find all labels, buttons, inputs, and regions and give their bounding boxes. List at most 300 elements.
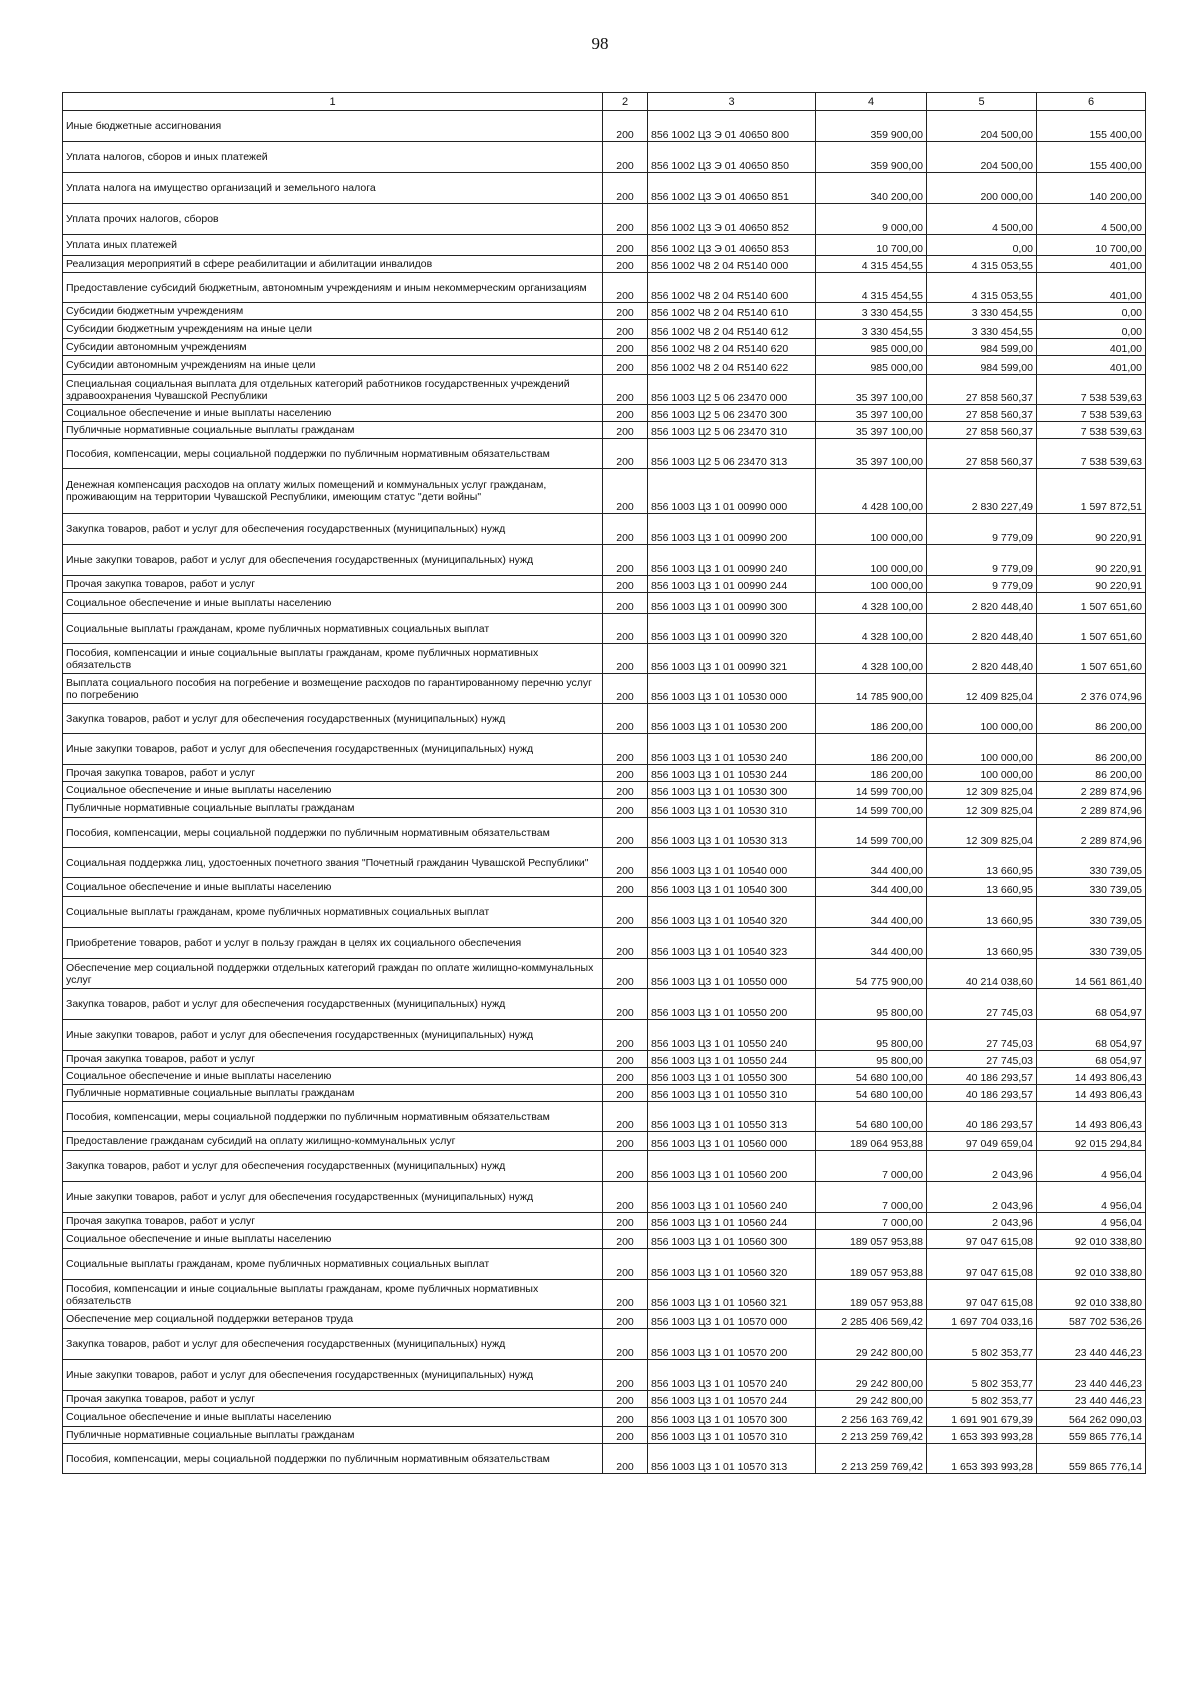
table-row [63, 1213, 1146, 1230]
row-name: Субсидии бюджетным учреждениям [63, 303, 603, 320]
row-col5: 3 330 454,55 [927, 320, 1037, 339]
table-row [63, 514, 1146, 545]
row-col4: 344 400,00 [816, 878, 927, 897]
row-col5: 27 745,03 [927, 1051, 1037, 1068]
row-col6: 401,00 [1037, 356, 1146, 375]
table-row [63, 256, 1146, 273]
row-code: 200 [603, 339, 648, 356]
row-col6: 401,00 [1037, 273, 1146, 303]
row-col4: 7 000,00 [816, 1182, 927, 1213]
table-row [63, 273, 1146, 303]
row-kbk: 856 1003 Ц3 1 01 10570 244 [648, 1391, 816, 1408]
row-name: Иные закупки товаров, работ и услуг для обеспечения государственных (муниципальных) нужд [63, 734, 603, 765]
table-row [63, 235, 1146, 256]
row-code: 200 [603, 644, 648, 674]
row-col6: 4 956,04 [1037, 1213, 1146, 1230]
row-col5: 9 779,09 [927, 576, 1037, 593]
row-kbk: 856 1003 Ц3 1 01 10570 000 [648, 1310, 816, 1329]
row-col5: 27 745,03 [927, 989, 1037, 1020]
row-col4: 985 000,00 [816, 339, 927, 356]
row-col5: 4 315 053,55 [927, 256, 1037, 273]
row-col4: 14 785 900,00 [816, 674, 927, 704]
row-col5: 40 214 038,60 [927, 959, 1037, 989]
row-name: Закупка товаров, работ и услуг для обеспечения государственных (муниципальных) нужд [63, 514, 603, 545]
row-col5: 100 000,00 [927, 704, 1037, 734]
row-kbk: 856 1003 Ц3 1 01 10550 310 [648, 1085, 816, 1102]
row-col6: 587 702 536,26 [1037, 1310, 1146, 1329]
row-col4: 29 242 800,00 [816, 1329, 927, 1360]
row-col5: 100 000,00 [927, 734, 1037, 765]
row-code: 200 [603, 320, 648, 339]
row-code: 200 [603, 273, 648, 303]
row-kbk: 856 1003 Ц3 1 01 10550 240 [648, 1020, 816, 1051]
row-kbk: 856 1003 Ц3 1 01 00990 200 [648, 514, 816, 545]
row-col6: 14 493 806,43 [1037, 1085, 1146, 1102]
row-col5: 0,00 [927, 235, 1037, 256]
row-col4: 186 200,00 [816, 734, 927, 765]
row-col6: 401,00 [1037, 339, 1146, 356]
table-row [63, 1444, 1146, 1474]
row-col5: 984 599,00 [927, 339, 1037, 356]
row-kbk: 856 1003 Ц3 1 01 10550 300 [648, 1068, 816, 1085]
row-col6: 2 289 874,96 [1037, 818, 1146, 848]
row-col4: 9 000,00 [816, 204, 927, 235]
row-col4: 14 599 700,00 [816, 799, 927, 818]
row-col4: 10 700,00 [816, 235, 927, 256]
row-col4: 95 800,00 [816, 989, 927, 1020]
row-col5: 40 186 293,57 [927, 1085, 1037, 1102]
row-kbk: 856 1003 Ц3 1 01 10570 240 [648, 1360, 816, 1391]
row-code: 200 [603, 1280, 648, 1310]
row-name: Уплата налогов, сборов и иных платежей [63, 142, 603, 173]
row-col5: 40 186 293,57 [927, 1102, 1037, 1132]
table-row [63, 375, 1146, 405]
row-col4: 54 680 100,00 [816, 1068, 927, 1085]
row-col4: 29 242 800,00 [816, 1360, 927, 1391]
row-col4: 14 599 700,00 [816, 818, 927, 848]
row-name: Пособия, компенсации и иные социальные выплаты гражданам, кроме публичных нормативных обязательств [63, 644, 603, 674]
row-kbk: 856 1003 Ц3 1 01 10570 310 [648, 1427, 816, 1444]
row-code: 200 [603, 1085, 648, 1102]
row-col5: 40 186 293,57 [927, 1068, 1037, 1085]
row-col4: 29 242 800,00 [816, 1391, 927, 1408]
row-col4: 4 428 100,00 [816, 469, 927, 514]
row-col6: 2 376 074,96 [1037, 674, 1146, 704]
row-col6: 14 493 806,43 [1037, 1068, 1146, 1085]
row-col4: 4 315 454,55 [816, 273, 927, 303]
table-row [63, 142, 1146, 173]
table-row [63, 593, 1146, 614]
row-col4: 344 400,00 [816, 928, 927, 959]
row-col4: 189 064 953,88 [816, 1132, 927, 1151]
row-name: Социальные выплаты гражданам, кроме публичных нормативных социальных выплат [63, 1249, 603, 1280]
row-code: 200 [603, 1182, 648, 1213]
row-name: Публичные нормативные социальные выплаты гражданам [63, 422, 603, 439]
row-col5: 204 500,00 [927, 111, 1037, 142]
row-col5: 200 000,00 [927, 173, 1037, 204]
row-code: 200 [603, 782, 648, 799]
row-code: 200 [603, 765, 648, 782]
row-name: Обеспечение мер социальной поддержки отдельных категорий граждан по оплате жилищно-коммунальных услуг [63, 959, 603, 989]
row-col6: 0,00 [1037, 303, 1146, 320]
row-col5: 3 330 454,55 [927, 303, 1037, 320]
row-col4: 100 000,00 [816, 576, 927, 593]
row-col6: 14 561 861,40 [1037, 959, 1146, 989]
row-col6: 330 739,05 [1037, 878, 1146, 897]
row-col6: 564 262 090,03 [1037, 1408, 1146, 1427]
row-kbk: 856 1003 Ц3 1 01 10550 313 [648, 1102, 816, 1132]
row-name: Иные закупки товаров, работ и услуг для обеспечения государственных (муниципальных) нужд [63, 1182, 603, 1213]
row-name: Субсидии бюджетным учреждениям на иные цели [63, 320, 603, 339]
row-code: 200 [603, 848, 648, 878]
row-col6: 2 289 874,96 [1037, 782, 1146, 799]
table-row [63, 1182, 1146, 1213]
row-col6: 140 200,00 [1037, 173, 1146, 204]
row-name: Социальное обеспечение и иные выплаты населению [63, 782, 603, 799]
row-col5: 12 309 825,04 [927, 782, 1037, 799]
row-code: 200 [603, 1444, 648, 1474]
row-code: 200 [603, 1068, 648, 1085]
row-col5: 97 047 615,08 [927, 1280, 1037, 1310]
row-code: 200 [603, 1230, 648, 1249]
row-code: 200 [603, 593, 648, 614]
row-kbk: 856 1003 Ц3 1 01 10530 310 [648, 799, 816, 818]
row-col4: 35 397 100,00 [816, 422, 927, 439]
row-code: 200 [603, 1360, 648, 1391]
table-row [63, 614, 1146, 644]
table-row [63, 320, 1146, 339]
column-number-header [63, 93, 1146, 111]
row-col6: 7 538 539,63 [1037, 439, 1146, 469]
row-col6: 7 538 539,63 [1037, 375, 1146, 405]
row-kbk: 856 1003 Ц3 1 01 10560 000 [648, 1132, 816, 1151]
row-col4: 54 680 100,00 [816, 1102, 927, 1132]
row-col6: 68 054,97 [1037, 989, 1146, 1020]
row-col6: 86 200,00 [1037, 704, 1146, 734]
row-name: Субсидии автономным учреждениям [63, 339, 603, 356]
row-code: 200 [603, 204, 648, 235]
row-code: 200 [603, 256, 648, 273]
table-row [63, 1020, 1146, 1051]
row-col5: 2 043,96 [927, 1151, 1037, 1182]
row-col4: 100 000,00 [816, 514, 927, 545]
row-col4: 186 200,00 [816, 704, 927, 734]
row-col5: 204 500,00 [927, 142, 1037, 173]
row-col6: 559 865 776,14 [1037, 1427, 1146, 1444]
row-name: Закупка товаров, работ и услуг для обеспечения государственных (муниципальных) нужд [63, 1151, 603, 1182]
row-col6: 4 956,04 [1037, 1151, 1146, 1182]
row-col6: 559 865 776,14 [1037, 1444, 1146, 1474]
row-code: 200 [603, 614, 648, 644]
row-col4: 54 775 900,00 [816, 959, 927, 989]
row-col5: 100 000,00 [927, 765, 1037, 782]
table-body [63, 111, 1146, 1474]
row-kbk: 856 1003 Ц3 1 01 10530 200 [648, 704, 816, 734]
row-name: Социальные выплаты гражданам, кроме публичных нормативных социальных выплат [63, 614, 603, 644]
row-col4: 14 599 700,00 [816, 782, 927, 799]
row-col6: 10 700,00 [1037, 235, 1146, 256]
row-col6: 86 200,00 [1037, 734, 1146, 765]
row-col4: 189 057 953,88 [816, 1230, 927, 1249]
table-row [63, 173, 1146, 204]
row-col5: 12 309 825,04 [927, 799, 1037, 818]
row-col5: 2 820 448,40 [927, 593, 1037, 614]
row-col4: 3 330 454,55 [816, 303, 927, 320]
row-col5: 9 779,09 [927, 545, 1037, 576]
row-kbk: 856 1002 Ц3 Э 01 40650 851 [648, 173, 816, 204]
row-code: 200 [603, 303, 648, 320]
table-row [63, 303, 1146, 320]
row-name: Реализация мероприятий в сфере реабилитации и абилитации инвалидов [63, 256, 603, 273]
row-code: 200 [603, 897, 648, 928]
row-col6: 90 220,91 [1037, 514, 1146, 545]
row-kbk: 856 1003 Ц3 1 01 10530 244 [648, 765, 816, 782]
row-col5: 1 653 393 993,28 [927, 1427, 1037, 1444]
row-col4: 95 800,00 [816, 1020, 927, 1051]
table-row [63, 405, 1146, 422]
row-col6: 23 440 446,23 [1037, 1329, 1146, 1360]
row-kbk: 856 1002 Ч8 2 04 R5140 610 [648, 303, 816, 320]
row-col5: 27 858 560,37 [927, 405, 1037, 422]
row-col6: 92 010 338,80 [1037, 1230, 1146, 1249]
table-row [63, 1085, 1146, 1102]
row-col5: 13 660,95 [927, 897, 1037, 928]
row-col6: 2 289 874,96 [1037, 799, 1146, 818]
row-col4: 985 000,00 [816, 356, 927, 375]
row-name: Прочая закупка товаров, работ и услуг [63, 1213, 603, 1230]
row-code: 200 [603, 1151, 648, 1182]
header-cell: 3 [648, 93, 816, 111]
row-code: 200 [603, 734, 648, 765]
table-row [63, 339, 1146, 356]
row-col4: 2 213 259 769,42 [816, 1427, 927, 1444]
row-kbk: 856 1003 Ц3 1 01 10560 300 [648, 1230, 816, 1249]
row-name: Социальная поддержка лиц, удостоенных почетного звания "Почетный гражданин Чувашской Республики" [63, 848, 603, 878]
row-code: 200 [603, 235, 648, 256]
row-col4: 4 328 100,00 [816, 614, 927, 644]
row-name: Пособия, компенсации и иные социальные выплаты гражданам, кроме публичных нормативных обязательств [63, 1280, 603, 1310]
row-col6: 23 440 446,23 [1037, 1360, 1146, 1391]
row-kbk: 856 1003 Ц3 1 01 10530 313 [648, 818, 816, 848]
row-name: Социальные выплаты гражданам, кроме публичных нормативных социальных выплат [63, 897, 603, 928]
header-cell: 2 [603, 93, 648, 111]
row-col6: 7 538 539,63 [1037, 405, 1146, 422]
table-row [63, 1391, 1146, 1408]
table-row [63, 644, 1146, 674]
row-code: 200 [603, 375, 648, 405]
row-col6: 1 507 651,60 [1037, 593, 1146, 614]
row-code: 200 [603, 1249, 648, 1280]
row-col6: 92 010 338,80 [1037, 1249, 1146, 1280]
row-col4: 344 400,00 [816, 848, 927, 878]
row-col5: 13 660,95 [927, 878, 1037, 897]
row-kbk: 856 1003 Ц2 5 06 23470 313 [648, 439, 816, 469]
row-name: Прочая закупка товаров, работ и услуг [63, 576, 603, 593]
row-kbk: 856 1003 Ц3 1 01 00990 000 [648, 469, 816, 514]
row-code: 200 [603, 1427, 648, 1444]
table-row [63, 1280, 1146, 1310]
row-code: 200 [603, 704, 648, 734]
row-col6: 7 538 539,63 [1037, 422, 1146, 439]
table-row [63, 1360, 1146, 1391]
row-col5: 13 660,95 [927, 848, 1037, 878]
row-kbk: 856 1003 Ц3 1 01 10570 300 [648, 1408, 816, 1427]
row-col4: 35 397 100,00 [816, 405, 927, 422]
row-code: 200 [603, 142, 648, 173]
row-col4: 4 315 454,55 [816, 256, 927, 273]
table-row [63, 704, 1146, 734]
table-row [63, 204, 1146, 235]
row-code: 200 [603, 576, 648, 593]
row-col5: 2 820 448,40 [927, 614, 1037, 644]
table-row [63, 959, 1146, 989]
row-col6: 68 054,97 [1037, 1051, 1146, 1068]
row-kbk: 856 1003 Ц3 1 01 10560 320 [648, 1249, 816, 1280]
row-name: Социальное обеспечение и иные выплаты населению [63, 1230, 603, 1249]
row-kbk: 856 1002 Ц3 Э 01 40650 853 [648, 235, 816, 256]
row-col4: 340 200,00 [816, 173, 927, 204]
row-col5: 2 043,96 [927, 1182, 1037, 1213]
row-col5: 2 043,96 [927, 1213, 1037, 1230]
row-kbk: 856 1003 Ц3 1 01 00990 321 [648, 644, 816, 674]
row-name: Уплата налога на имущество организаций и земельного налога [63, 173, 603, 204]
row-code: 200 [603, 1329, 648, 1360]
row-name: Приобретение товаров, работ и услуг в пользу граждан в целях их социального обеспечения [63, 928, 603, 959]
row-code: 200 [603, 989, 648, 1020]
row-col5: 27 745,03 [927, 1020, 1037, 1051]
row-name: Социальное обеспечение и иные выплаты населению [63, 1408, 603, 1427]
row-col5: 5 802 353,77 [927, 1329, 1037, 1360]
row-code: 200 [603, 111, 648, 142]
row-kbk: 856 1002 Ч8 2 04 R5140 620 [648, 339, 816, 356]
row-col5: 97 049 659,04 [927, 1132, 1037, 1151]
row-col6: 401,00 [1037, 256, 1146, 273]
row-code: 200 [603, 422, 648, 439]
row-name: Уплата иных платежей [63, 235, 603, 256]
table-row [63, 1427, 1146, 1444]
row-col6: 155 400,00 [1037, 142, 1146, 173]
row-kbk: 856 1002 Ц3 Э 01 40650 800 [648, 111, 816, 142]
row-code: 200 [603, 1102, 648, 1132]
row-col4: 2 285 406 569,42 [816, 1310, 927, 1329]
row-code: 200 [603, 959, 648, 989]
row-kbk: 856 1003 Ц3 1 01 10530 240 [648, 734, 816, 765]
row-col4: 3 330 454,55 [816, 320, 927, 339]
row-col5: 12 409 825,04 [927, 674, 1037, 704]
table-row [63, 1310, 1146, 1329]
table-row [63, 1151, 1146, 1182]
row-name: Иные закупки товаров, работ и услуг для обеспечения государственных (муниципальных) нужд [63, 545, 603, 576]
row-kbk: 856 1002 Ч8 2 04 R5140 622 [648, 356, 816, 375]
row-col4: 186 200,00 [816, 765, 927, 782]
row-code: 200 [603, 514, 648, 545]
row-col4: 100 000,00 [816, 545, 927, 576]
table-row [63, 799, 1146, 818]
row-name: Пособия, компенсации, меры социальной поддержки по публичным нормативным обязательствам [63, 439, 603, 469]
table-row [63, 897, 1146, 928]
row-code: 200 [603, 1310, 648, 1329]
row-col6: 90 220,91 [1037, 576, 1146, 593]
table-row [63, 734, 1146, 765]
header-cell: 5 [927, 93, 1037, 111]
budget-table [62, 92, 1146, 1474]
table-row [63, 1132, 1146, 1151]
row-col4: 35 397 100,00 [816, 375, 927, 405]
row-col5: 27 858 560,37 [927, 439, 1037, 469]
row-col4: 54 680 100,00 [816, 1085, 927, 1102]
row-kbk: 856 1002 Ц3 Э 01 40650 850 [648, 142, 816, 173]
row-code: 200 [603, 405, 648, 422]
row-col6: 1 507 651,60 [1037, 614, 1146, 644]
row-name: Пособия, компенсации, меры социальной поддержки по публичным нормативным обязательствам [63, 1102, 603, 1132]
table-row [63, 928, 1146, 959]
row-col4: 189 057 953,88 [816, 1280, 927, 1310]
row-name: Предоставление субсидий бюджетным, автономным учреждениям и иным некоммерческим организациям [63, 273, 603, 303]
table-row [63, 356, 1146, 375]
row-kbk: 856 1003 Ц3 1 01 00990 300 [648, 593, 816, 614]
row-name: Публичные нормативные социальные выплаты гражданам [63, 799, 603, 818]
row-col5: 97 047 615,08 [927, 1249, 1037, 1280]
row-col5: 2 820 448,40 [927, 644, 1037, 674]
row-name: Прочая закупка товаров, работ и услуг [63, 1391, 603, 1408]
row-col4: 344 400,00 [816, 897, 927, 928]
page-number: 98 [591, 34, 609, 53]
row-name: Социальное обеспечение и иные выплаты населению [63, 593, 603, 614]
row-name: Иные закупки товаров, работ и услуг для обеспечения государственных (муниципальных) нужд [63, 1360, 603, 1391]
row-code: 200 [603, 1213, 648, 1230]
row-kbk: 856 1002 Ч8 2 04 R5140 612 [648, 320, 816, 339]
row-name: Прочая закупка товаров, работ и услуг [63, 765, 603, 782]
row-col5: 1 697 704 033,16 [927, 1310, 1037, 1329]
row-col4: 359 900,00 [816, 142, 927, 173]
table-row [63, 576, 1146, 593]
row-kbk: 856 1003 Ц2 5 06 23470 300 [648, 405, 816, 422]
row-col6: 23 440 446,23 [1037, 1391, 1146, 1408]
row-code: 200 [603, 1408, 648, 1427]
row-name: Пособия, компенсации, меры социальной поддержки по публичным нормативным обязательствам [63, 1444, 603, 1474]
row-col6: 330 739,05 [1037, 897, 1146, 928]
row-name: Закупка товаров, работ и услуг для обеспечения государственных (муниципальных) нужд [63, 1329, 603, 1360]
row-kbk: 856 1003 Ц3 1 01 10560 244 [648, 1213, 816, 1230]
row-code: 200 [603, 173, 648, 204]
row-kbk: 856 1003 Ц3 1 01 10540 000 [648, 848, 816, 878]
row-name: Иные закупки товаров, работ и услуг для обеспечения государственных (муниципальных) нужд [63, 1020, 603, 1051]
row-name: Иные бюджетные ассигнования [63, 111, 603, 142]
table-row [63, 848, 1146, 878]
row-col4: 2 256 163 769,42 [816, 1408, 927, 1427]
row-col6: 1 507 651,60 [1037, 644, 1146, 674]
table-row [63, 1102, 1146, 1132]
row-kbk: 856 1003 Ц2 5 06 23470 000 [648, 375, 816, 405]
row-col5: 984 599,00 [927, 356, 1037, 375]
row-col6: 330 739,05 [1037, 848, 1146, 878]
row-col4: 4 328 100,00 [816, 593, 927, 614]
row-col6: 155 400,00 [1037, 111, 1146, 142]
row-kbk: 856 1003 Ц3 1 01 10560 321 [648, 1280, 816, 1310]
table-row [63, 545, 1146, 576]
header-cell: 6 [1037, 93, 1146, 111]
row-col6: 1 597 872,51 [1037, 469, 1146, 514]
row-code: 200 [603, 1132, 648, 1151]
row-name: Обеспечение мер социальной поддержки ветеранов труда [63, 1310, 603, 1329]
row-name: Денежная компенсация расходов на оплату жилых помещений и коммунальных услуг гражданам, проживающим на территории Чувашской Республики, имеющим статус "дети войны" [63, 469, 603, 514]
row-col5: 1 653 393 993,28 [927, 1444, 1037, 1474]
table-row [63, 1408, 1146, 1427]
row-kbk: 856 1003 Ц3 1 01 10540 300 [648, 878, 816, 897]
row-col5: 1 691 901 679,39 [927, 1408, 1037, 1427]
header-cell: 4 [816, 93, 927, 111]
header-cell: 1 [63, 93, 603, 111]
